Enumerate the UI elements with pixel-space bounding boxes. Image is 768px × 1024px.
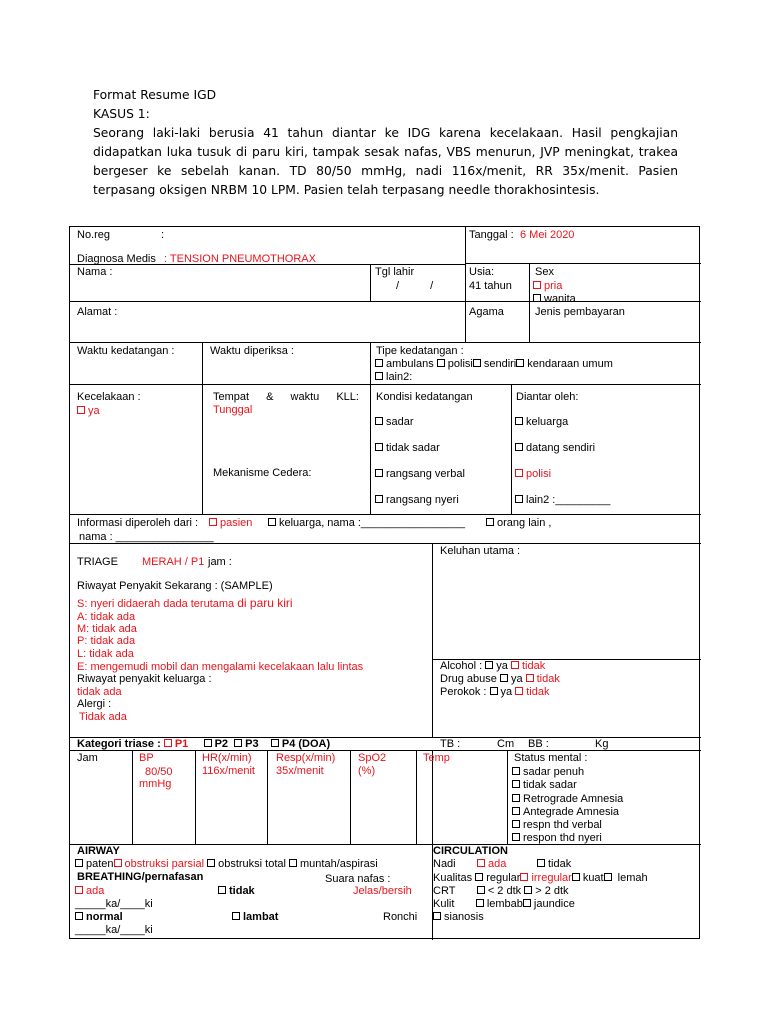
- sample-l: L: tidak ada: [77, 648, 134, 660]
- checkbox-icon: [164, 739, 172, 747]
- bp-label: BP: [139, 752, 154, 764]
- sianosis[interactable]: sianosis: [433, 911, 484, 924]
- sample-a: A: tidak ada: [77, 611, 136, 623]
- breathing-normal[interactable]: normal: [75, 911, 123, 924]
- checkbox-icon: [515, 469, 523, 477]
- spo2-unit: (%): [358, 765, 376, 777]
- perokok-row: Perokok : ya tidak: [440, 686, 550, 698]
- checkbox-icon: [511, 661, 519, 669]
- waktu-kedatangan-label: Waktu kedatangan :: [77, 345, 175, 357]
- hr-value: 116x/menit: [202, 765, 255, 777]
- checkbox-icon: [375, 443, 383, 451]
- temp-label: Temp: [423, 752, 450, 764]
- jenis-pembayaran-label: Jenis pembayaran: [535, 306, 625, 318]
- resume-form: [69, 226, 700, 939]
- checkbox-icon: [477, 859, 485, 867]
- checkbox-icon: [437, 359, 445, 367]
- kondisi-rangsang-verbal[interactable]: rangsang verbal: [375, 468, 465, 481]
- kulit-row: Kulit lembab jaundice: [433, 898, 575, 910]
- bp-value: 80/50: [145, 766, 173, 778]
- nadi-ada[interactable]: ada: [477, 858, 506, 871]
- checkbox-icon: [512, 780, 520, 788]
- checkbox-icon: [75, 912, 83, 920]
- checkbox-icon: [234, 739, 242, 747]
- circulation-label: CIRCULATION: [433, 845, 508, 857]
- checkbox-icon: [515, 495, 523, 503]
- kondisi-sadar[interactable]: sadar: [375, 416, 414, 429]
- kg-label: Kg: [595, 738, 609, 750]
- riwayat-keluarga-label: Riwayat penyakit keluarga :: [77, 673, 212, 685]
- checkbox-icon: [375, 495, 383, 503]
- kondisi-rangsang-nyeri[interactable]: rangsang nyeri: [375, 494, 459, 507]
- breathing-ada[interactable]: ada: [75, 885, 104, 898]
- sample-e: E: mengemudi mobil dan mengalami kecelakaan lalu lintas: [77, 661, 364, 673]
- checkbox-icon: [526, 674, 534, 682]
- nadi-label: Nadi: [433, 858, 456, 870]
- diantar-sendiri[interactable]: datang sendiri: [515, 442, 595, 455]
- drug-row: Drug abuse ya tidak: [440, 673, 560, 685]
- sample-p: P: tidak ada: [77, 635, 136, 647]
- ronchi: Ronchi: [383, 911, 418, 923]
- resp-label: Resp(x/min): [276, 752, 336, 764]
- info-nama: nama : ________________: [79, 531, 214, 543]
- checkbox-icon: [604, 873, 612, 881]
- checkbox-icon: [520, 873, 528, 881]
- sex-label: Sex: [535, 266, 554, 278]
- kecelakaan-ya[interactable]: ya: [77, 405, 100, 418]
- riwayat-keluarga-value: tidak ada: [77, 686, 122, 698]
- triage-label: TRIAGE: [77, 556, 118, 568]
- tempat-value: Tunggal: [213, 404, 253, 416]
- checkbox-icon: [512, 807, 520, 815]
- checkbox-icon: [515, 687, 523, 695]
- tgl-lahir-label: Tgl lahir: [375, 266, 415, 278]
- noreg-label: No.reg: [77, 229, 111, 241]
- ka-ki-1: _____ka/____ki: [75, 898, 153, 910]
- checkbox-icon: [375, 417, 383, 425]
- sex-wanita[interactable]: wanita: [533, 293, 576, 306]
- sample-s: S: nyeri didaerah dada terutama di paru kiri: [77, 596, 293, 610]
- alergi-label: Alergi :: [77, 698, 112, 710]
- checkbox-icon: [512, 820, 520, 828]
- checkbox-icon: [77, 406, 85, 414]
- jelas-bersih: Jelas/bersih: [353, 885, 412, 897]
- breathing-lambat[interactable]: lambat: [232, 911, 278, 924]
- airway-label: AIRWAY: [77, 845, 120, 857]
- crt-row: CRT < 2 dtk > 2 dtk: [433, 885, 569, 897]
- checkbox-icon: [572, 873, 580, 881]
- checkbox-icon: [375, 359, 383, 367]
- jam-col: Jam: [77, 752, 98, 764]
- breathing-tidak[interactable]: tidak: [218, 885, 255, 898]
- usia-value: 41 tahun: [469, 280, 512, 292]
- info-orang-lain[interactable]: orang lain ,: [486, 517, 551, 530]
- status-retrograde[interactable]: Retrograde Amnesia: [512, 793, 623, 806]
- info-label: Informasi diperoleh dari :: [77, 517, 199, 529]
- kualitas-row: Kualitas regular irregular kuat lemah: [433, 872, 648, 884]
- tgl-lahir-value: / /: [396, 280, 434, 292]
- usia-label: Usia:: [469, 266, 495, 278]
- checkbox-icon: [523, 899, 531, 907]
- status-antegrade[interactable]: Antegrade Amnesia: [512, 806, 619, 819]
- diagnosa-label: Diagnosa Medis: [77, 253, 156, 265]
- tipe-kedatangan-label: Tipe kedatangan :: [376, 345, 464, 357]
- info-pasien[interactable]: pasien: [209, 517, 252, 530]
- triage-jam-label: jam :: [208, 556, 232, 568]
- resp-value: 35x/menit: [276, 765, 324, 777]
- checkbox-icon: [516, 359, 524, 367]
- checkbox-icon: [515, 443, 523, 451]
- checkbox-icon: [75, 886, 83, 894]
- noreg-colon: :: [161, 229, 165, 241]
- kecelakaan-label: Kecelakaan :: [77, 391, 141, 403]
- keluhan-label: Keluhan utama :: [440, 545, 521, 557]
- waktu-diperiksa-label: Waktu diperiksa :: [210, 345, 294, 357]
- status-sadar-penuh[interactable]: sadar penuh: [512, 766, 584, 779]
- checkbox-icon: [218, 886, 226, 894]
- tb-label: TB :: [440, 738, 461, 750]
- case-description: Seorang laki-laki berusia 41 tahun diantar ke IDG karena kecelakaan. Hasil pengkajian didapatkan luka tusuk di paru kiri, tampak sesak nafas, VBS menurun, JVP meningkat, trakea bergeser ke sebelah kanan. TD 80/50 mmHg, nadi 116x/menit, RR 35x/menit. Pasien terpasang oksigen NRBM 10 LPM. Pasien telah terpasang needle thorakhosintesis.: [93, 126, 678, 197]
- checkbox-icon: [537, 859, 545, 867]
- mekanisme-label: Mekanisme Cedera:: [213, 467, 312, 479]
- checkbox-icon: [232, 912, 240, 920]
- tempat-label: Tempat & waktu KLL:: [213, 391, 359, 403]
- sex-pria[interactable]: pria: [533, 280, 562, 293]
- checkbox-icon: [475, 873, 483, 881]
- checkbox-icon: [271, 739, 279, 747]
- breathing-label: BREATHING/pernafasan: [77, 871, 204, 883]
- checkbox-icon: [433, 912, 441, 920]
- kondisi-label: Kondisi kedatangan: [376, 391, 473, 403]
- sample-m: M: tidak ada: [77, 623, 137, 635]
- alamat-label: Alamat :: [77, 306, 118, 318]
- diantar-keluarga[interactable]: keluarga: [515, 416, 568, 429]
- suara-nafas-label: Suara nafas :: [325, 873, 391, 885]
- checkbox-icon: [375, 372, 383, 380]
- checkbox-icon: [375, 469, 383, 477]
- airway-options[interactable]: paten obstruksi parsial obstruksi total muntah/aspirasi: [75, 858, 378, 871]
- agama-label: Agama: [469, 306, 504, 318]
- checkbox-icon: [512, 833, 520, 841]
- diantar-lain2[interactable]: lain2 :_________: [515, 494, 610, 507]
- checkbox-icon: [476, 899, 484, 907]
- spo2-label: SpO2: [358, 752, 387, 764]
- checkbox-icon: [512, 767, 520, 775]
- kondisi-tidak-sadar[interactable]: tidak sadar: [375, 442, 440, 455]
- checkbox-icon: [114, 859, 122, 867]
- hr-label: HR(x/min): [202, 752, 252, 764]
- checkbox-icon: [486, 518, 494, 526]
- checkbox-icon: [515, 417, 523, 425]
- tanggal-label: Tanggal :: [469, 229, 514, 241]
- status-nyeri[interactable]: respon thd nyeri: [512, 832, 602, 845]
- checkbox-icon: [533, 281, 541, 289]
- status-mental-label: Status mental :: [514, 752, 588, 764]
- status-tidak-sadar[interactable]: tidak sadar: [512, 779, 577, 792]
- checkbox-icon: [204, 739, 212, 747]
- diantar-label: Diantar oleh:: [516, 391, 579, 403]
- bp-unit: mmHg: [139, 778, 172, 790]
- nadi-tidak[interactable]: tidak: [537, 858, 571, 871]
- case-label: KASUS 1:: [93, 107, 150, 121]
- checkbox-icon: [209, 518, 217, 526]
- cm-label: Cm: [497, 738, 515, 750]
- checkbox-icon: [512, 794, 520, 802]
- bb-label: BB :: [528, 738, 549, 750]
- checkbox-icon: [75, 859, 83, 867]
- diagnosa-value: : TENSION PNEUMOTHORAX: [164, 253, 316, 265]
- status-verbal[interactable]: respn thd verbal: [512, 819, 602, 832]
- info-keluarga[interactable]: keluarga, nama :_________________: [268, 517, 465, 530]
- alcohol-row: Alcohol : ya tidak: [440, 660, 546, 672]
- tipe-lain2[interactable]: lain2:: [375, 371, 412, 384]
- tanggal-value: 6 Mei 2020: [520, 229, 575, 241]
- triage-value: MERAH / P1: [142, 556, 205, 568]
- checkbox-icon: [268, 518, 276, 526]
- checkbox-icon: [524, 886, 532, 894]
- nama-label: Nama :: [77, 266, 113, 278]
- checkbox-icon: [533, 294, 541, 302]
- checkbox-icon: [473, 359, 481, 367]
- alergi-value: Tidak ada: [79, 711, 127, 723]
- kategori-row: Kategori triase : P1 P2 P3 P4 (DOA): [77, 738, 331, 750]
- tipe-options[interactable]: ambulans polisi sendiri kendaraan umum: [375, 358, 613, 371]
- checkbox-icon: [289, 859, 297, 867]
- ka-ki-2: _____ka/____ki: [75, 924, 153, 936]
- checkbox-icon: [477, 886, 485, 894]
- diantar-polisi[interactable]: polisi: [515, 468, 551, 481]
- checkbox-icon: [207, 859, 215, 867]
- intro: [93, 86, 678, 200]
- riwayat-sekarang-label: Riwayat Penyakit Sekarang : (SAMPLE): [77, 580, 273, 592]
- doc-title: Format Resume IGD: [93, 88, 217, 102]
